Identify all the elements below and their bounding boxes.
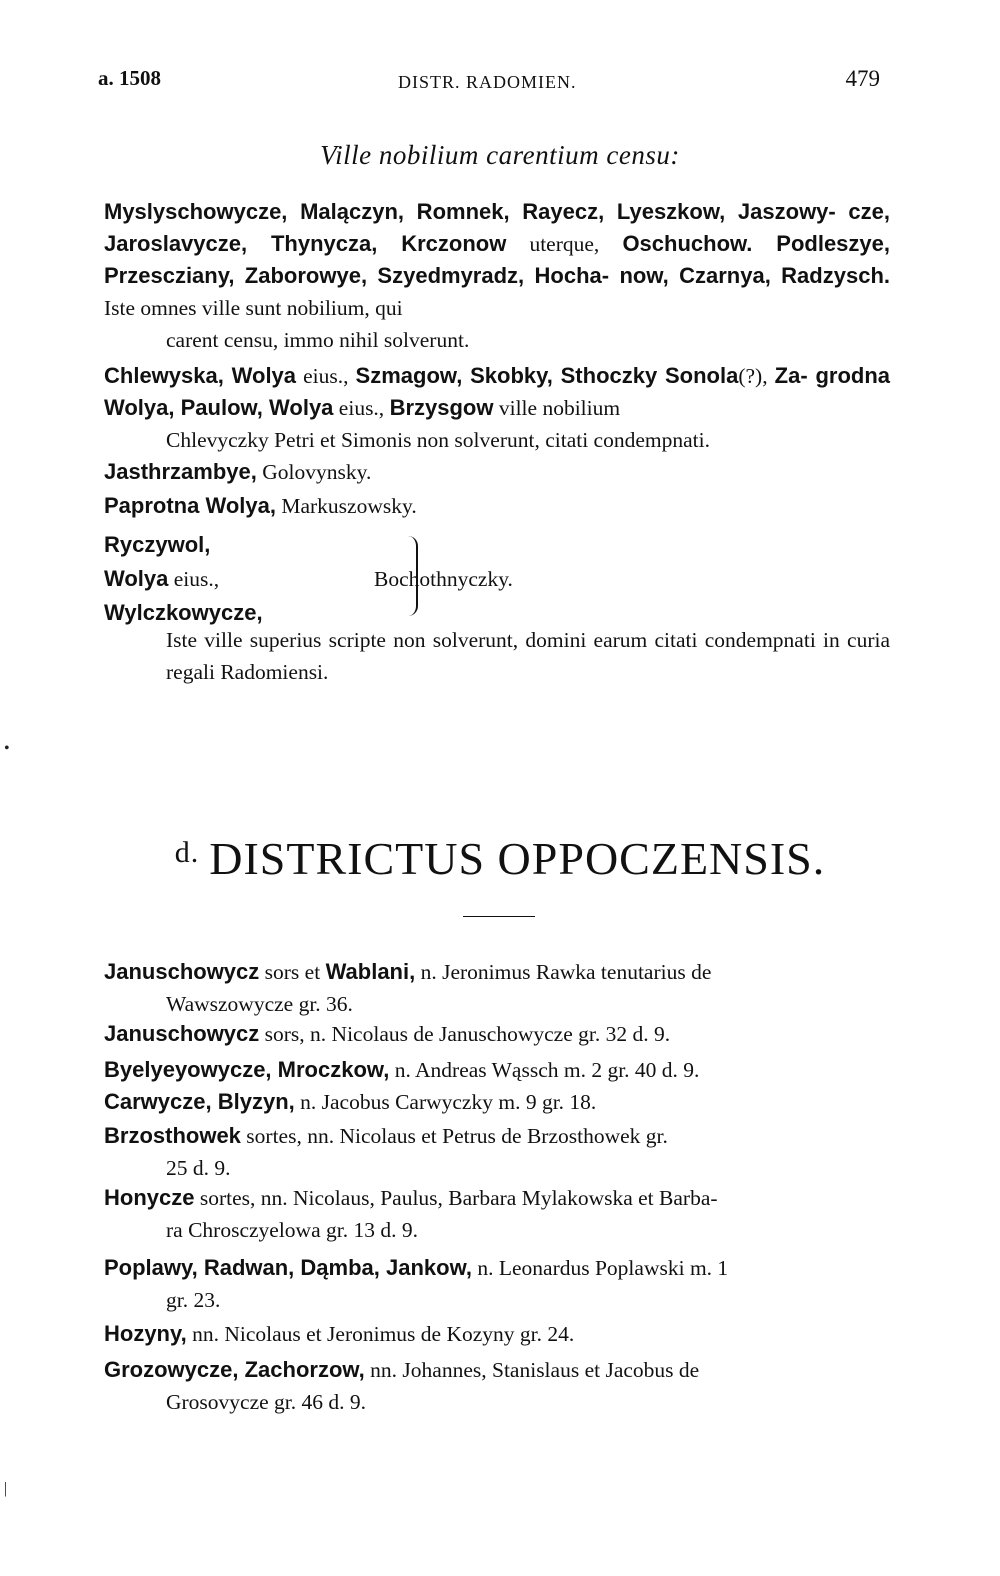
entry-januschowycz [104, 1018, 890, 1050]
entry-text: n. Jacobus Carwyczky m. 9 gr. 18. [294, 1090, 597, 1114]
village-names: Za- grodna Wolya, Paulow, Wolya [104, 363, 891, 420]
village-name: Wylczkowycze, [104, 600, 263, 625]
entry-text: eius., [296, 364, 356, 388]
section-title: DISTRICTUS OPPOCZENSIS. [209, 833, 826, 884]
page-number: 479 [845, 66, 880, 91]
entry-text: ville nobilium [493, 396, 621, 420]
divider [463, 916, 535, 917]
entry-continuation: Chlevyczky Petri et Simonis non solverunt, citati condempnati. [166, 428, 710, 452]
entry-continuation: gr. 23. [166, 1288, 221, 1312]
village-names: Oschuchow. Podleszye, Przesczіany, Zaborowye, Szyedmyradz, Hocha- now, Czarnya, Radzysch. [104, 231, 891, 288]
entry-text: Markuszowsky. [275, 494, 417, 518]
entry-text: Iste omnes ville sunt nobilium, qui [104, 296, 403, 320]
entry-text: eius., [168, 567, 220, 591]
village-name: Wolya [104, 566, 169, 591]
village-names: Myslyschowycze, Malączyn, Romnek, Rayecz, Lyeszkow, Jaszowy- cze, Jaroslavycze, Thynycza, Krczonow [104, 199, 890, 256]
village-names: Byelyeyowycze, Mroczkow, [104, 1057, 390, 1082]
section-subtitle: Ville nobilium carentium censu: [320, 140, 680, 170]
entry-continuation: ra Chrosczyelowa gr. 13 d. 9. [166, 1218, 418, 1242]
village-names: Grozowycze, Zachorzow, [104, 1357, 365, 1382]
entry-continuation: 25 d. 9. [166, 1156, 231, 1180]
entry-hozyny [104, 1318, 890, 1350]
village-names: Szmagow, Skobky, Sthoczky Sonola [355, 363, 739, 388]
entry-carwycze [104, 1086, 890, 1118]
village-names: Chlewyska, Wolya [104, 363, 297, 388]
entry-text: sors, n. Nicolaus de Januschowycze gr. 32 d. 9. [259, 1022, 671, 1046]
entry-paprotna-wolya [104, 490, 890, 522]
entry-januschowycz-wablani [104, 956, 890, 1020]
entry-continuation: Wawszowycze gr. 36. [166, 992, 353, 1016]
owner-name: Bochothnyczky. [374, 567, 513, 591]
entry-text: uterque, [506, 232, 623, 256]
entry-text: n. Jeronimus Rawka tenutarius de [415, 960, 712, 984]
village-names: Brzosthowek [104, 1123, 241, 1148]
entry-text: nn. Nicolaus et Jeronimus de Kozyny gr. 24. [186, 1322, 575, 1346]
entry-text: sortes, nn. Nicolaus et Petrus de Brzosthowek gr. [240, 1124, 668, 1148]
entry-continuation: carent censu, immo nihil solverunt. [166, 328, 470, 352]
village-names: Honycze [104, 1185, 195, 1210]
entry-continuation: Grosovycze gr. 46 d. 9. [166, 1390, 367, 1414]
village-names: Brzysgow [389, 395, 494, 420]
running-head-year: a. 1508 [98, 66, 161, 90]
scan-speck: | [4, 1480, 8, 1497]
village-names: Paprotna Wolya, [104, 493, 276, 518]
entry-text: eius., [333, 396, 390, 420]
entry-chlewyska [104, 360, 890, 456]
entry-jasthrzambye [104, 456, 890, 488]
entry-text: sortes, nn. Nicolaus, Paulus, Barbara Mylakowska et Barba- [194, 1186, 718, 1210]
entry-brzosthowek [104, 1120, 890, 1184]
entry-byelyeyowycze [104, 1054, 890, 1086]
group-note: Iste ville superius scripte non solverunt, domini earum citati condempnati in curia regali Radomiensi. [166, 628, 890, 684]
village-names: Poplawy, Radwan, Dąmba, Jankow, [104, 1255, 472, 1280]
entry-villages-without-census [104, 196, 890, 356]
entry-honycze [104, 1182, 890, 1246]
entry-text: n. Leonardus Poplawski m. 1 [471, 1256, 729, 1280]
village-names: Wablani, [325, 959, 416, 984]
entry-text: (?), [738, 364, 775, 388]
village-names: Carwycze, Blyzyn, [104, 1089, 295, 1114]
village-names: Jasthrzambye, [104, 459, 257, 484]
entry-poplawy [104, 1252, 890, 1316]
entry-text: nn. Johannes, Stanislaus et Jacobus de [364, 1358, 700, 1382]
braced-village-group [104, 528, 890, 628]
section-letter: d. [174, 836, 200, 869]
scan-speck: • [4, 740, 10, 757]
entry-text: n. Andreas Wąssch m. 2 gr. 40 d. 9. [389, 1058, 700, 1082]
running-head-title: DISTR. RADOMIEN. [398, 72, 577, 92]
entry-text: sors et [259, 960, 326, 984]
entry-text: Golovynsky. [256, 460, 372, 484]
village-names: Hozyny, [104, 1321, 187, 1346]
village-names: Januschowycz [104, 1021, 260, 1046]
village-name: Ryczywol, [104, 532, 211, 557]
entry-grozowycze [104, 1354, 890, 1418]
section-heading [0, 832, 1000, 885]
village-names: Januschowycz [104, 959, 260, 984]
